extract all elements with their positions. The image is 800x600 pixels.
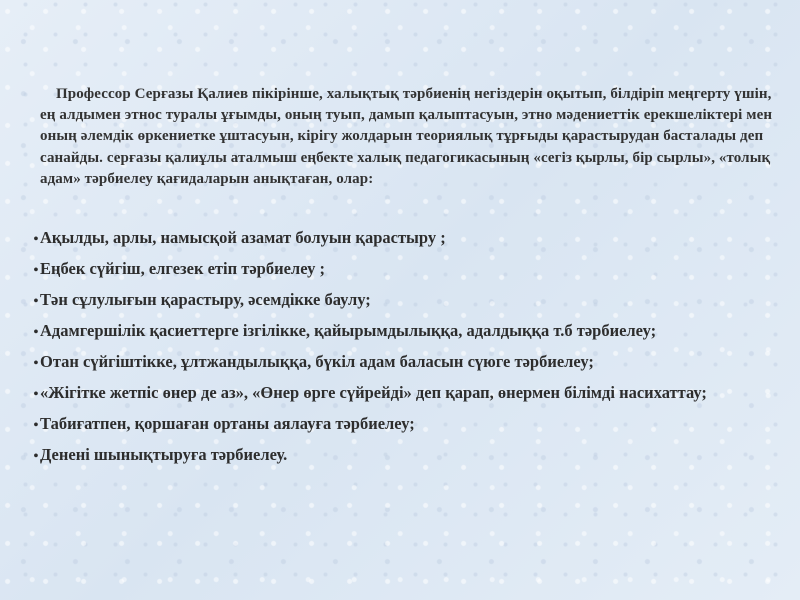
list-item: [32, 350, 794, 376]
list-item-text: Отан сүйгіштікке, ұлтжандылыққа, бүкіл адам баласын сүюге тәрбиелеу;: [40, 352, 594, 371]
bullet-icon: •: [33, 232, 39, 247]
list-item: [32, 381, 794, 407]
bullet-icon: •: [33, 356, 39, 371]
list-item-text: Табиғатпен, қоршаған ортаны аялауға тәрбиелеу;: [40, 414, 415, 433]
bullet-icon: •: [33, 449, 39, 464]
list-item: [32, 226, 794, 252]
list-item-text: Ақылды, арлы, намысқой азамат болуын қарастыру ;: [40, 228, 446, 247]
list-item-text: Денені шынықтыруға тәрбиелеу.: [40, 445, 288, 464]
list-item: [32, 257, 794, 283]
bullet-icon: •: [33, 418, 39, 433]
list-item-text: Адамгершілік қасиеттерге ізгілікке, қайырымдылыққа, адалдыққа т.б тәрбиелеу;: [40, 321, 657, 340]
bullet-icon: •: [33, 387, 39, 402]
bullet-icon: •: [33, 263, 39, 278]
list-item: [32, 319, 794, 345]
list-item-text: Тән сұлулығын қарастыру, әсемдікке баулу;: [40, 290, 371, 309]
list-item: [32, 443, 794, 469]
principles-list: [32, 226, 794, 474]
list-item-text: «Жігітке жетпіс өнер де аз», «Өнер өрге сүйрейді» деп қарап, өнермен білімді насихаттау;: [40, 383, 707, 402]
bullet-icon: •: [33, 294, 39, 309]
bullet-icon: •: [33, 325, 39, 340]
list-item-text: Еңбек сүйгіш, елгезек етіп тәрбиелеу ;: [40, 259, 325, 278]
list-item: [32, 412, 794, 438]
intro-paragraph: Профессор Серғазы Қалиев пікірінше, халықтық тәрбиенің негіздерін оқытып, білдіріп меңгерту үшін, ең алдымен этнос туралы ұғымды, оның туып, дамып қалыптасуын, этно мәдениеттік ерекшеліктері мен оның әлемдік өркениетке ұштасуын, кірігу жолдарын теориялық тұрғыды қарастырудан басталады деп санайды. серғазы қалиұлы аталмыш еңбекте халық педагогикасының «сегіз қырлы, бір сырлы», «толық адам» тәрбиелеу қағидаларын анықтаған, олар:: [40, 86, 773, 187]
list-item: [32, 288, 794, 314]
